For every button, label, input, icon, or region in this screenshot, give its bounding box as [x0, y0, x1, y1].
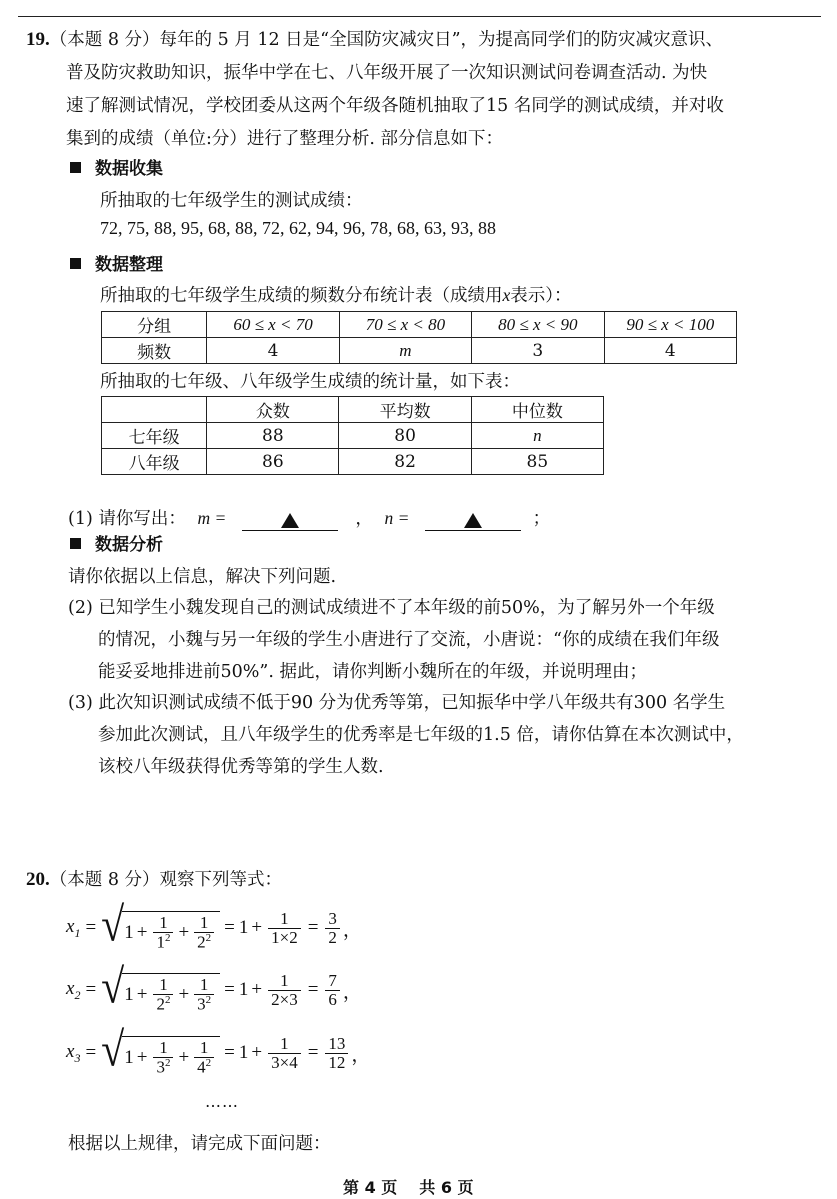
exponent: 2 — [164, 993, 171, 1006]
section-analyze-label: 数据分析 — [95, 535, 163, 555]
equals-sign: = — [307, 917, 319, 939]
equation-subscript: 2 — [74, 987, 81, 1002]
equals-sign: = — [224, 1042, 235, 1064]
freq-row2-label: 频数 — [102, 338, 207, 364]
fraction — [153, 914, 173, 951]
footer-total: 共 6 页 — [419, 1178, 474, 1197]
stats-cell: 86 — [207, 449, 339, 475]
square-bullet-icon — [70, 258, 81, 269]
square-root-icon: √ — [101, 1024, 125, 1078]
radicand — [122, 911, 220, 951]
denominator: 3×4 — [268, 1053, 301, 1072]
denominator-base: 2 — [156, 994, 165, 1014]
radical — [101, 899, 220, 953]
footer-page-info — [343, 1175, 474, 1198]
part3-line-1: 参加此次测试，且八年级学生的优秀率是七年级的1.5 倍，请你估算在本次测试中， — [98, 725, 744, 745]
fraction — [268, 1035, 301, 1072]
equation-var: $x_2$ — [66, 977, 81, 1002]
denominator-base: 2 — [197, 932, 206, 952]
term-one: 1 — [124, 983, 134, 1005]
stats-cell: 80 — [339, 423, 471, 449]
equals-sign: = — [85, 979, 97, 1001]
plus-sign: + — [136, 983, 148, 1005]
denominator — [194, 932, 214, 952]
equation-subscript: 3 — [74, 1050, 81, 1065]
stats-cell: 88 — [207, 423, 339, 449]
section-organize-label: 数据整理 — [95, 255, 163, 275]
q19-line-1: 普及防灾救助知识，振华中学在七、八年级开展了一次知识测试问卷调查活动. 为快 — [66, 63, 708, 83]
stats-header: 平均数 — [339, 397, 471, 423]
denominator — [153, 1057, 173, 1077]
denominator: 2×3 — [268, 990, 301, 1009]
stats-header — [102, 397, 207, 423]
part1-m-label: m = — [197, 508, 227, 528]
factor: 3 — [271, 1052, 280, 1072]
equals-sign: = — [224, 917, 235, 939]
result-fraction — [325, 910, 340, 947]
term-one: 1 — [124, 1046, 134, 1068]
triangle-icon — [281, 513, 299, 528]
equals-sign: = — [85, 917, 97, 939]
result-fraction — [325, 972, 340, 1009]
part1-n-label: n = — [384, 508, 410, 528]
q19-header: （本题 8 分） — [49, 30, 160, 50]
stats-header: 中位数 — [471, 397, 603, 423]
answer-blank-m[interactable] — [242, 508, 338, 531]
answer-blank-n[interactable] — [425, 508, 521, 531]
term-one: 1 — [238, 917, 249, 939]
section-collect-label: 数据收集 — [95, 159, 163, 179]
section-collect-heading — [70, 154, 163, 179]
equals-sign: = — [85, 1042, 97, 1064]
numerator: 1 — [199, 913, 209, 932]
stats-cell: 七年级 — [102, 423, 207, 449]
statistics-header-row — [102, 397, 604, 423]
plus-sign: + — [178, 983, 190, 1005]
top-rule — [18, 16, 821, 17]
plus-sign: + — [178, 921, 190, 943]
denominator: 12 — [325, 1053, 348, 1072]
frequency-table-row — [102, 338, 737, 364]
square-root-icon: √ — [101, 899, 125, 953]
analyze-intro: 请你依据以上信息，解决下列问题. — [68, 567, 337, 587]
part3-line-0: (3) 此次知识测试成绩不低于90 分为优秀等第，已知振华中学八年级共有300 名学生 — [68, 693, 726, 713]
fraction — [194, 976, 214, 1013]
factor: 1 — [271, 927, 280, 947]
exponent: 2 — [205, 993, 212, 1006]
freq-intro — [100, 282, 572, 307]
denominator — [153, 932, 173, 952]
square-bullet-icon — [70, 538, 81, 549]
q20-closing: 根据以上规律，请完成下面问题： — [68, 1134, 331, 1154]
exponent: 2 — [164, 1056, 171, 1069]
numerator: 1 — [280, 1033, 289, 1053]
plus-sign: + — [178, 1046, 190, 1068]
numerator: 1 — [280, 970, 289, 990]
part2-line-1: 的情况，小魏与另一年级的学生小唐进行了交流，小唐说：“你的成绩在我们年级 — [98, 630, 720, 650]
stats-header: 众数 — [207, 397, 339, 423]
part1-separator: ， — [355, 509, 373, 529]
numerator: 1 — [159, 913, 168, 932]
collect-intro: 所抽取的七年级学生的测试成绩： — [100, 191, 363, 211]
square-root-icon: √ — [101, 961, 125, 1015]
plus-sign: + — [251, 979, 263, 1001]
fraction — [153, 976, 173, 1013]
equals-sign: = — [307, 1042, 319, 1064]
factor: 3 — [289, 989, 298, 1009]
denominator — [153, 994, 173, 1014]
fraction — [268, 972, 301, 1009]
numerator: 7 — [328, 970, 337, 990]
freq-count: m — [339, 338, 471, 364]
q20-number: 20. — [26, 869, 50, 890]
part1-end: ； — [532, 509, 551, 529]
fraction — [268, 910, 301, 947]
plus-sign: + — [251, 1042, 263, 1064]
plus-sign: + — [136, 1046, 148, 1068]
q19-line-3: 集到的成绩（单位:分）进行了整理分析. 部分信息如下： — [66, 129, 504, 149]
part2-line-0: (2) 已知学生小魏发现自己的测试成绩进不了本年级的前50%，为了解另外一个年级 — [68, 598, 715, 618]
freq-intro-text-end: 表示）： — [510, 286, 572, 306]
equation-end: ， — [351, 1044, 371, 1066]
radicand — [122, 973, 220, 1013]
footer-page: 第 4 页 — [343, 1178, 398, 1197]
factor: 2 — [289, 927, 298, 947]
scores-list: 72, 75, 88, 95, 68, 88, 72, 62, 94, 96, 78, 68, 63, 93, 88 — [100, 218, 496, 238]
triangle-icon — [464, 513, 482, 528]
denominator — [194, 1057, 214, 1077]
q19-number: 19. — [26, 29, 50, 50]
freq-group: 80 ≤ x < 90 — [472, 312, 604, 338]
term-one: 1 — [238, 1042, 249, 1064]
q19-first-line — [26, 26, 723, 51]
section-analyze-heading — [70, 530, 163, 555]
equation-subscript: 1 — [74, 925, 81, 940]
denominator-base: 3 — [197, 994, 206, 1014]
freq-group: 70 ≤ x < 80 — [339, 312, 471, 338]
stats-cell: 85 — [471, 449, 603, 475]
numerator: 1 — [280, 908, 289, 928]
frequency-table — [101, 311, 737, 364]
term-one: 1 — [124, 921, 134, 943]
equation-row — [66, 1024, 371, 1078]
radical — [101, 1024, 220, 1078]
freq-row1-label: 分组 — [102, 312, 207, 338]
term-one: 1 — [238, 979, 249, 1001]
numerator: 1 — [199, 975, 209, 994]
fraction — [194, 914, 214, 951]
freq-count: 4 — [207, 338, 339, 364]
freq-intro-variable: x — [502, 285, 511, 305]
radicand — [122, 1036, 220, 1076]
numerator: 1 — [159, 975, 168, 994]
q19-line-0: 每年的 5 月 12 日是“全国防灾减灾日”，为提高同学们的防灾减灾意识、 — [159, 30, 724, 50]
ellipsis: …… — [205, 1092, 239, 1111]
fraction — [194, 1039, 214, 1076]
equation-row — [66, 899, 362, 953]
equals-sign: = — [307, 979, 319, 1001]
equation-row — [66, 961, 362, 1015]
q20-intro: 观察下列等式： — [159, 870, 283, 890]
equation-end: ， — [342, 919, 362, 941]
denominator: 2 — [325, 928, 340, 947]
denominator — [194, 994, 214, 1014]
equation-end: ， — [342, 981, 362, 1003]
plus-sign: + — [251, 917, 263, 939]
frequency-table-row — [102, 312, 737, 338]
exponent: 2 — [205, 1056, 212, 1069]
result-fraction — [325, 1035, 348, 1072]
stats-intro: 所抽取的七年级、八年级学生成绩的统计量，如下表： — [100, 372, 520, 392]
square-bullet-icon — [70, 162, 81, 173]
freq-group: 60 ≤ x < 70 — [207, 312, 339, 338]
statistics-table — [101, 396, 604, 475]
equation-var: $x_3$ — [66, 1040, 81, 1065]
numerator: 1 — [159, 1038, 168, 1057]
exponent: 2 — [164, 931, 171, 944]
stats-cell: 八年级 — [102, 449, 207, 475]
numerator: 1 — [199, 1038, 209, 1057]
freq-count: 4 — [604, 338, 736, 364]
q20-header: （本题 8 分） — [49, 870, 160, 890]
exponent: 2 — [205, 931, 212, 944]
freq-group: 90 ≤ x < 100 — [604, 312, 736, 338]
freq-intro-text: 所抽取的七年级学生成绩的频数分布统计表（成绩用 — [100, 286, 503, 306]
part1-prefix: (1) 请你写出： — [68, 509, 186, 529]
part3-line-2: 该校八年级获得优秀等第的学生人数. — [98, 757, 384, 777]
section-organize-heading — [70, 250, 163, 275]
denominator: 6 — [325, 990, 340, 1009]
radical — [101, 961, 220, 1015]
denominator-base: 1 — [156, 932, 165, 952]
fraction — [153, 1039, 173, 1076]
equals-sign: = — [224, 979, 235, 1001]
part2-line-2: 能妥妥地排进前50%”. 据此，请你判断小魏所在的年级，并说明理由； — [98, 662, 647, 682]
denominator-base: 3 — [156, 1057, 165, 1077]
factor: 2 — [271, 989, 280, 1009]
factor: 4 — [289, 1052, 298, 1072]
part1-line — [68, 505, 550, 531]
plus-sign: + — [136, 921, 148, 943]
statistics-row — [102, 423, 604, 449]
statistics-row — [102, 449, 604, 475]
numerator: 13 — [328, 1033, 346, 1053]
denominator-base: 4 — [197, 1057, 206, 1077]
numerator: 3 — [328, 908, 337, 928]
denominator: 1×2 — [268, 928, 301, 947]
q20-first-line — [26, 866, 282, 891]
stats-cell: 82 — [339, 449, 471, 475]
stats-cell: n — [471, 423, 603, 449]
freq-count: 3 — [472, 338, 604, 364]
equation-var: $x_1$ — [66, 915, 81, 940]
q19-line-2: 速了解测试情况，学校团委从这两个年级各随机抽取了15 名同学的测试成绩，并对收 — [66, 96, 724, 116]
